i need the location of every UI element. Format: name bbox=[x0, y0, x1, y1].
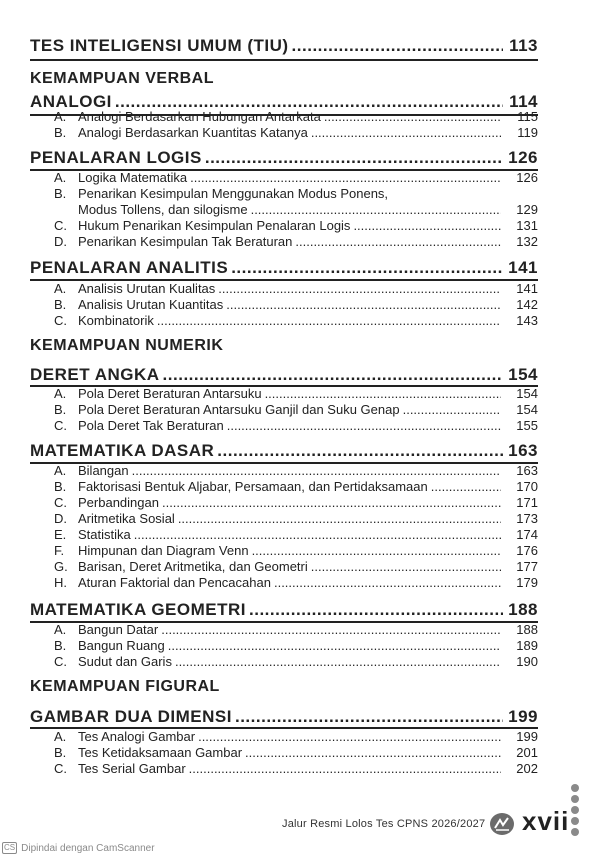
section-heading-matematika-dasar: MATEMATIKA DASAR ..... 163 bbox=[30, 441, 538, 461]
section-heading-analogi: ANALOGI ..... 114 bbox=[30, 92, 538, 112]
toc-item: F. Himpunan dan Diagram Venn ..... 176 bbox=[30, 543, 538, 559]
toc-item: D. Penarikan Kesimpulan Tak Beraturan ..... 132 bbox=[30, 234, 538, 250]
toc-item: D. Aritmetika Sosial ..... 173 bbox=[30, 511, 538, 527]
toc-item: B. Analisis Urutan Kuantitas ..... 142 bbox=[30, 297, 538, 313]
group-heading-verbal: KEMAMPUAN VERBAL bbox=[30, 70, 214, 87]
toc-item: E. Statistika ..... 174 bbox=[30, 527, 538, 543]
toc-item: A. Pola Deret Beraturan Antarsuku ..... 154 bbox=[30, 386, 538, 402]
footer-book-title: Jalur Resmi Lolos Tes CPNS 2026/2027 bbox=[282, 818, 486, 830]
toc-item: A. Bangun Datar ..... 188 bbox=[30, 622, 538, 638]
toc-item: A. Analogi Berdasarkan Hubungan Antarkata ..... 115 bbox=[30, 109, 538, 125]
toc-item: B. Bangun Ruang ..... 189 bbox=[30, 638, 538, 654]
dot-leader bbox=[292, 36, 503, 56]
section-heading-matematika-geometri: MATEMATIKA GEOMETRI ..... 188 bbox=[30, 600, 538, 620]
toc-item: A. Analisis Urutan Kualitas ..... 141 bbox=[30, 281, 538, 297]
scanner-watermark-text: Dipindai dengan CamScanner bbox=[21, 842, 155, 854]
scanner-watermark bbox=[2, 842, 155, 854]
group-heading-figural: KEMAMPUAN FIGURAL bbox=[30, 678, 220, 695]
page-number: xvii bbox=[522, 806, 570, 836]
toc-item: B. Faktorisasi Bentuk Aljabar, Persamaan, dan Pertidaksamaan ..... 170 bbox=[30, 479, 538, 495]
toc-item: C. Sudut dan Garis ..... 190 bbox=[30, 654, 538, 670]
section-heading-gambar-dua-dimensi: GAMBAR DUA DIMENSI ..... 199 bbox=[30, 707, 538, 727]
toc-item: C. Hukum Penarikan Kesimpulan Penalaran Logis ..... 131 bbox=[30, 218, 538, 234]
toc-item: G. Barisan, Deret Aritmetika, dan Geometri ..... 177 bbox=[30, 559, 538, 575]
toc-item: B. Penarikan Kesimpulan Menggunakan Modus Ponens, bbox=[54, 186, 389, 201]
publisher-logo-icon bbox=[488, 810, 516, 838]
toc-item: C. Pola Deret Tak Beraturan ..... 155 bbox=[30, 418, 538, 434]
toc-item: A. Tes Analogi Gambar ..... 199 bbox=[30, 729, 538, 745]
decorative-dots-icon bbox=[571, 784, 581, 839]
toc-item: A. Bilangan ..... 163 bbox=[30, 463, 538, 479]
toc-item: A. Logika Matematika ..... 126 bbox=[30, 170, 538, 186]
main-page: 113 bbox=[509, 36, 538, 55]
toc-item: B. Analogi Berdasarkan Kuantitas Katanya ..... 119 bbox=[30, 125, 538, 141]
main-title: TES INTELIGENSI UMUM (TIU) bbox=[30, 36, 289, 55]
toc-item-continuation: Modus Tollens, dan silogisme ..... 129 bbox=[30, 202, 538, 218]
toc-item: B. Pola Deret Beraturan Antarsuku Ganjil dan Suku Genap ..... 154 bbox=[30, 402, 538, 418]
toc-item: C. Kombinatorik ..... 143 bbox=[30, 313, 538, 329]
divider bbox=[30, 59, 538, 61]
toc-item: B. Tes Ketidaksamaan Gambar ..... 201 bbox=[30, 745, 538, 761]
toc-item: H. Aturan Faktorial dan Pencacahan ..... 179 bbox=[30, 575, 538, 591]
toc-item: C. Perbandingan ..... 171 bbox=[30, 495, 538, 511]
toc-item: C. Tes Serial Gambar ..... 202 bbox=[30, 761, 538, 777]
section-heading-deret-angka: DERET ANGKA ..... 154 bbox=[30, 365, 538, 385]
toc-main-heading bbox=[30, 36, 538, 56]
section-heading-penalaran-analitis: PENALARAN ANALITIS ..... 141 bbox=[30, 258, 538, 278]
group-heading-numerik: KEMAMPUAN NUMERIK bbox=[30, 337, 224, 354]
camscanner-logo-icon: CS bbox=[4, 843, 16, 852]
section-heading-penalaran-logis: PENALARAN LOGIS ..... 126 bbox=[30, 148, 538, 168]
